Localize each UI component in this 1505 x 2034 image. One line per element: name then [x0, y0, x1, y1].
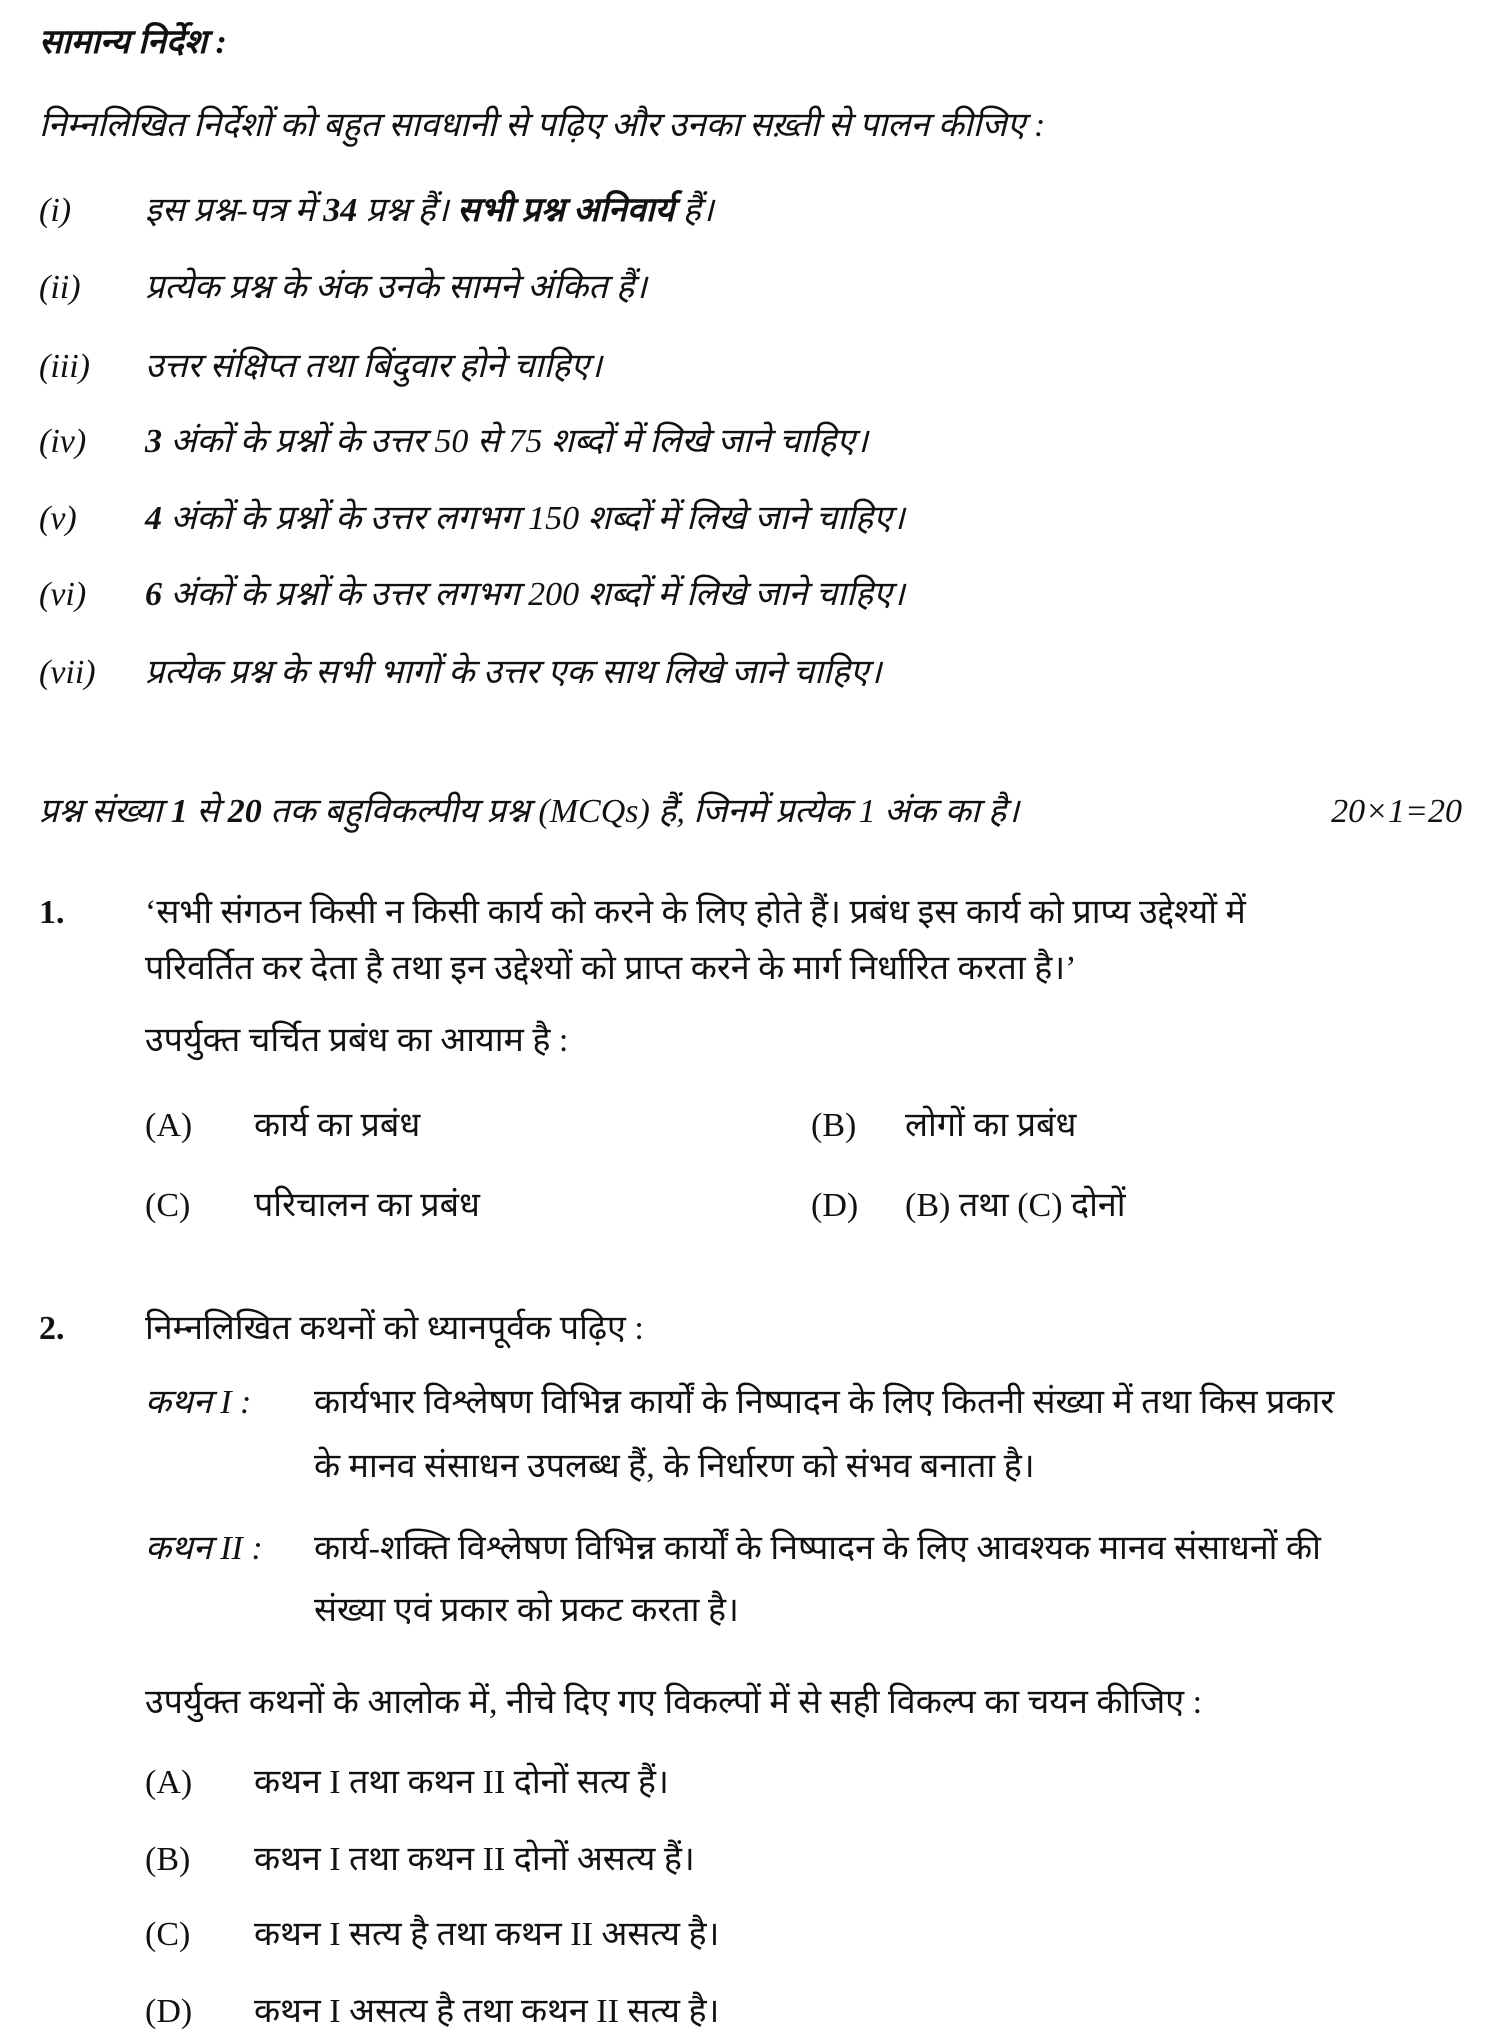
instruction-text: 4 अंकों के प्रश्नों के उत्तर लगभग 150 शब्दों में लिखे जाने चाहिए।	[145, 500, 905, 537]
option-label: (A)	[145, 1107, 193, 1144]
instructions-intro: निम्नलिखित निर्देशों को बहुत सावधानी से पढ़िए और उनका सख़्ती से पालन कीजिए :	[39, 107, 1046, 144]
general-instructions-heading: सामान्य निर्देश :	[39, 24, 227, 61]
option-text: कथन I असत्य है तथा कथन II सत्य है।	[254, 1993, 720, 2030]
instruction-number: (iii)	[39, 348, 90, 385]
statement-text-line: के मानव संसाधन उपलब्ध हैं, के निर्धारण को संभव बनाता है।	[314, 1448, 1035, 1485]
option-label: (C)	[145, 1916, 191, 1953]
statement-label: कथन I :	[145, 1384, 252, 1421]
question-prompt: उपर्युक्त कथनों के आलोक में, नीचे दिए गए विकल्पों में से सही विकल्प का चयन कीजिए :	[145, 1684, 1203, 1721]
section-marks: 20×1=20	[1331, 793, 1462, 830]
option-text: कथन I सत्य है तथा कथन II असत्य है।	[254, 1916, 720, 1953]
option-label: (B)	[811, 1107, 857, 1144]
instruction-text: 3 अंकों के प्रश्नों के उत्तर 50 से 75 शब्दों में लिखे जाने चाहिए।	[145, 423, 868, 460]
option-text: परिचालन का प्रबंध	[254, 1187, 480, 1224]
instruction-number: (vii)	[39, 654, 96, 691]
question-number: 2.	[39, 1310, 65, 1347]
instruction-text: प्रत्येक प्रश्न के अंक उनके सामने अंकित हैं।	[145, 269, 647, 306]
instruction-number: (vi)	[39, 576, 87, 613]
option-text: कथन I तथा कथन II दोनों असत्य हैं।	[254, 1841, 695, 1878]
instruction-text: उत्तर संक्षिप्त तथा बिंदुवार होने चाहिए।	[145, 348, 603, 385]
question-text-line: उपर्युक्त चर्चित प्रबंध का आयाम है :	[145, 1022, 569, 1059]
instruction-number: (ii)	[39, 269, 81, 306]
statement-label: कथन II :	[145, 1530, 263, 1567]
question-text-line: ‘सभी संगठन किसी न किसी कार्य को करने के लिए होते हैं। प्रबंध इस कार्य को प्राप्य उद्देश्यों में	[145, 894, 1246, 931]
statement-text-line: संख्या एवं प्रकार को प्रकट करता है।	[314, 1592, 739, 1629]
option-text: कार्य का प्रबंध	[254, 1107, 421, 1144]
question-stem: निम्नलिखित कथनों को ध्यानपूर्वक पढ़िए :	[145, 1310, 644, 1347]
option-label: (D)	[811, 1187, 859, 1224]
option-label: (D)	[145, 1993, 193, 2030]
option-label: (C)	[145, 1187, 191, 1224]
statement-text-line: कार्यभार विश्लेषण विभिन्न कार्यों के निष्पादन के लिए कितनी संख्या में तथा किस प्रकार	[314, 1384, 1335, 1421]
section-header: प्रश्न संख्या 1 से 20 तक बहुविकल्पीय प्रश्न (MCQs) हैं, जिनमें प्रत्येक 1 अंक का है।	[39, 793, 1020, 830]
option-text: लोगों का प्रबंध	[905, 1107, 1077, 1144]
option-text: कथन I तथा कथन II दोनों सत्य हैं।	[254, 1764, 669, 1801]
instruction-number: (v)	[39, 500, 77, 537]
statement-text-line: कार्य-शक्ति विश्लेषण विभिन्न कार्यों के निष्पादन के लिए आवश्यक मानव संसाधनों की	[314, 1530, 1321, 1567]
instruction-number: (i)	[39, 192, 72, 229]
question-number: 1.	[39, 894, 65, 931]
option-text: (B) तथा (C) दोनों	[905, 1187, 1126, 1224]
instruction-text: 6 अंकों के प्रश्नों के उत्तर लगभग 200 शब्दों में लिखे जाने चाहिए।	[145, 576, 905, 613]
instruction-number: (iv)	[39, 423, 87, 460]
option-label: (B)	[145, 1841, 191, 1878]
question-text-line: परिवर्तित कर देता है तथा इन उद्देश्यों को प्राप्त करने के मार्ग निर्धारित करता है।’	[145, 950, 1077, 987]
instruction-text: इस प्रश्न-पत्र में 34 प्रश्न हैं। सभी प्रश्न अनिवार्य हैं।	[145, 192, 714, 229]
instruction-text: प्रत्येक प्रश्न के सभी भागों के उत्तर एक साथ लिखे जाने चाहिए।	[145, 654, 882, 691]
option-label: (A)	[145, 1764, 193, 1801]
